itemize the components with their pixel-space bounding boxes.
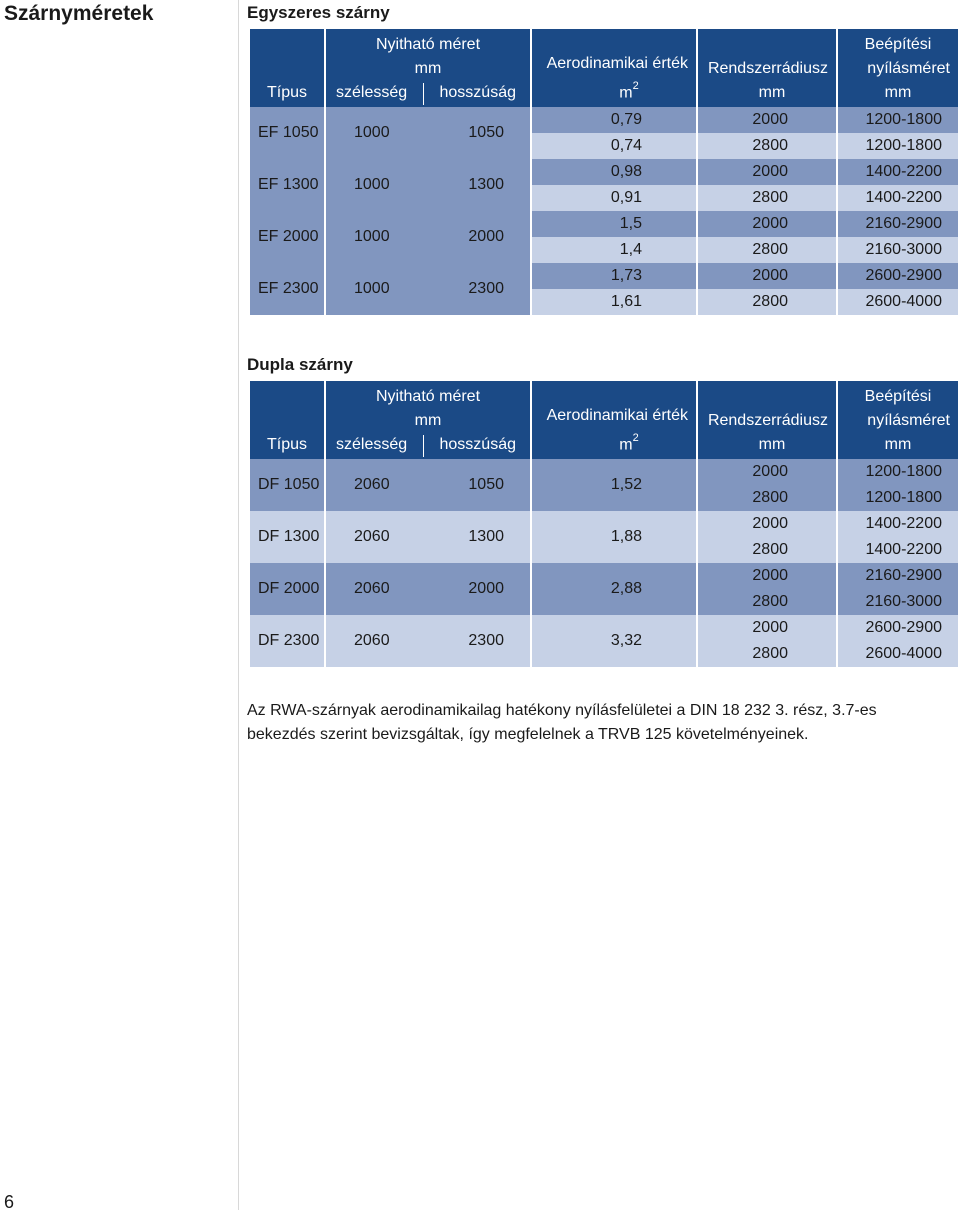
- header-opening-unit: mm: [414, 60, 442, 77]
- cell-aero: 0,79: [531, 107, 697, 133]
- cell-radius: 2000: [697, 459, 837, 485]
- cell-radius: 2800: [697, 185, 837, 211]
- width-value: 1000: [354, 176, 390, 193]
- cell-type: [249, 511, 325, 563]
- type-value: EF 1050: [258, 124, 319, 141]
- cell-aero: 1,88: [531, 511, 697, 563]
- header-aero-unit: m: [619, 84, 633, 101]
- table-row: [249, 563, 959, 589]
- single-leaf-title: Egyszeres szárny: [247, 3, 390, 22]
- size-values: [334, 276, 522, 302]
- header-install: [837, 29, 959, 107]
- header-type: [249, 29, 325, 107]
- cell-install: 2600-2900: [837, 263, 959, 289]
- cell-install: 1400-2200: [837, 159, 959, 185]
- header-divider: [423, 83, 424, 105]
- type-value: DF 1300: [258, 528, 320, 545]
- page-number: 6: [4, 1192, 15, 1212]
- header-aero-exp: 2: [632, 431, 639, 444]
- cell-radius: 2800: [697, 289, 837, 315]
- table-row: [249, 615, 959, 641]
- length-value: 1300: [468, 528, 504, 545]
- length-value: 1050: [468, 124, 504, 141]
- cell-size: [325, 615, 531, 667]
- cell-install: 2600-4000: [837, 641, 959, 667]
- header-install-label-1: Beépítési: [864, 388, 932, 405]
- cell-radius: 2800: [697, 641, 837, 667]
- type-value: DF 2000: [258, 580, 320, 597]
- header-aero-unit-wrap: [540, 428, 688, 457]
- cell-install: 2600-2900: [837, 615, 959, 641]
- cell-aero: 1,73: [531, 263, 697, 289]
- length-value: 1050: [468, 476, 504, 493]
- width-value: 1000: [354, 228, 390, 245]
- header-install-unit: mm: [884, 436, 912, 453]
- cell-aero: 1,52: [531, 459, 697, 511]
- cell-type: [249, 563, 325, 615]
- header-radius: [697, 381, 837, 459]
- single-leaf-table: [248, 29, 960, 315]
- cell-type: [249, 211, 325, 263]
- header-radius-label: Rendszerrádiusz: [707, 60, 828, 77]
- cell-radius: 2800: [697, 485, 837, 511]
- cell-type: [249, 159, 325, 211]
- header-install-unit: mm: [884, 84, 912, 101]
- width-value: 2060: [354, 476, 390, 493]
- cell-type: [249, 459, 325, 511]
- cell-aero: 1,4: [531, 237, 697, 263]
- header-aero-unit: m: [619, 436, 633, 453]
- size-values: [334, 120, 522, 146]
- cell-install: 2160-2900: [837, 211, 959, 237]
- header-radius-label: Rendszerrádiusz: [707, 412, 828, 429]
- table-row: [249, 459, 959, 485]
- cell-aero: 0,91: [531, 185, 697, 211]
- header-aero-label: Aerodinamikai érték: [546, 406, 688, 424]
- double-leaf-title: Dupla szárny: [247, 355, 353, 374]
- cell-size: [325, 459, 531, 511]
- table-row: [249, 107, 959, 133]
- cell-radius: 2800: [697, 237, 837, 263]
- cell-install: 2160-2900: [837, 563, 959, 589]
- cell-radius: 2800: [697, 537, 837, 563]
- size-values: [334, 224, 522, 250]
- cell-size: [325, 263, 531, 315]
- header-divider: [423, 435, 424, 457]
- cell-aero: 0,98: [531, 159, 697, 185]
- table-row: [249, 159, 959, 185]
- header-type: [249, 381, 325, 459]
- left-sidebar: [0, 0, 239, 1210]
- cell-size: [325, 159, 531, 211]
- cell-install: 1400-2200: [837, 537, 959, 563]
- cell-radius: 2800: [697, 589, 837, 615]
- cell-radius: 2000: [697, 615, 837, 641]
- type-value: EF 2000: [258, 228, 319, 245]
- type-value: DF 1050: [258, 476, 320, 493]
- cell-install: 1200-1800: [837, 107, 959, 133]
- cell-radius: 2000: [697, 159, 837, 185]
- header-opening-label: Nyitható méret: [375, 36, 481, 53]
- size-values: [334, 172, 522, 198]
- cell-radius: 2000: [697, 107, 837, 133]
- cell-aero: 0,74: [531, 133, 697, 159]
- size-values: [334, 628, 522, 654]
- cell-size: [325, 563, 531, 615]
- table-row: [249, 511, 959, 537]
- length-value: 2000: [468, 580, 504, 597]
- table-header-row: [249, 381, 959, 459]
- type-value: EF 1300: [258, 176, 319, 193]
- cell-size: [325, 211, 531, 263]
- header-aero-exp: 2: [632, 79, 639, 92]
- header-radius-unit: mm: [758, 436, 786, 453]
- header-length: hosszúság: [439, 84, 516, 101]
- cell-install: 1400-2200: [837, 511, 959, 537]
- cell-radius: 2800: [697, 133, 837, 159]
- cell-install: 1400-2200: [837, 185, 959, 211]
- footnote-text: Az RWA-szárnyak aerodinamikailag hatékony nyílásfelületei a DIN 18 232 3. rész, 3.7-es bekezdés szerint bevizsgáltak, így megfelelnek a TRVB 125 követelményeinek.: [247, 702, 877, 743]
- cell-size: [325, 107, 531, 159]
- header-width: szélesség: [336, 436, 408, 453]
- table-header-row: [249, 29, 959, 107]
- header-opening-sub: [334, 81, 522, 105]
- header-aero: [531, 381, 697, 459]
- cell-radius: 2000: [697, 511, 837, 537]
- header-width: szélesség: [336, 84, 408, 101]
- length-value: 2300: [468, 632, 504, 649]
- table-row: [249, 211, 959, 237]
- length-value: 1300: [468, 176, 504, 193]
- cell-install: 1200-1800: [837, 459, 959, 485]
- header-install-label-1: Beépítési: [864, 36, 932, 53]
- cell-aero: 3,32: [531, 615, 697, 667]
- header-install-label-2: nyílásméret: [867, 60, 950, 77]
- cell-size: [325, 511, 531, 563]
- width-value: 1000: [354, 280, 390, 297]
- header-aero-label: Aerodinamikai érték: [546, 54, 688, 72]
- header-install-label-2: nyílásméret: [867, 412, 950, 429]
- cell-aero: 1,5: [531, 211, 697, 237]
- width-value: 2060: [354, 580, 390, 597]
- cell-install: 2160-3000: [837, 237, 959, 263]
- header-opening-unit: mm: [414, 412, 442, 429]
- cell-type: [249, 263, 325, 315]
- cell-install: 2600-4000: [837, 289, 959, 315]
- length-value: 2000: [468, 228, 504, 245]
- header-radius-unit: mm: [758, 84, 786, 101]
- cell-type: [249, 107, 325, 159]
- width-value: 2060: [354, 528, 390, 545]
- cell-aero: 1,61: [531, 289, 697, 315]
- header-type-label: Típus: [266, 84, 307, 101]
- size-values: [334, 524, 522, 550]
- size-values: [334, 472, 522, 498]
- header-opening-label: Nyitható méret: [375, 388, 481, 405]
- width-value: 2060: [354, 632, 390, 649]
- width-value: 1000: [354, 124, 390, 141]
- cell-radius: 2000: [697, 263, 837, 289]
- length-value: 2300: [468, 280, 504, 297]
- header-aero: [531, 29, 697, 107]
- double-leaf-table: [248, 381, 960, 667]
- cell-install: 1200-1800: [837, 485, 959, 511]
- cell-install: 2160-3000: [837, 589, 959, 615]
- header-type-label: Típus: [266, 436, 307, 453]
- cell-radius: 2000: [697, 211, 837, 237]
- size-values: [334, 576, 522, 602]
- type-value: EF 2300: [258, 280, 319, 297]
- header-opening-size: [325, 29, 531, 107]
- type-value: DF 2300: [258, 632, 320, 649]
- header-install: [837, 381, 959, 459]
- cell-type: [249, 615, 325, 667]
- header-aero-unit-wrap: [540, 76, 688, 105]
- header-length: hosszúság: [439, 436, 516, 453]
- header-opening-size: [325, 381, 531, 459]
- header-radius: [697, 29, 837, 107]
- table-row: [249, 263, 959, 289]
- cell-aero: 2,88: [531, 563, 697, 615]
- header-opening-sub: [334, 433, 522, 457]
- cell-install: 1200-1800: [837, 133, 959, 159]
- cell-radius: 2000: [697, 563, 837, 589]
- page-title: Szárnyméretek: [4, 2, 154, 25]
